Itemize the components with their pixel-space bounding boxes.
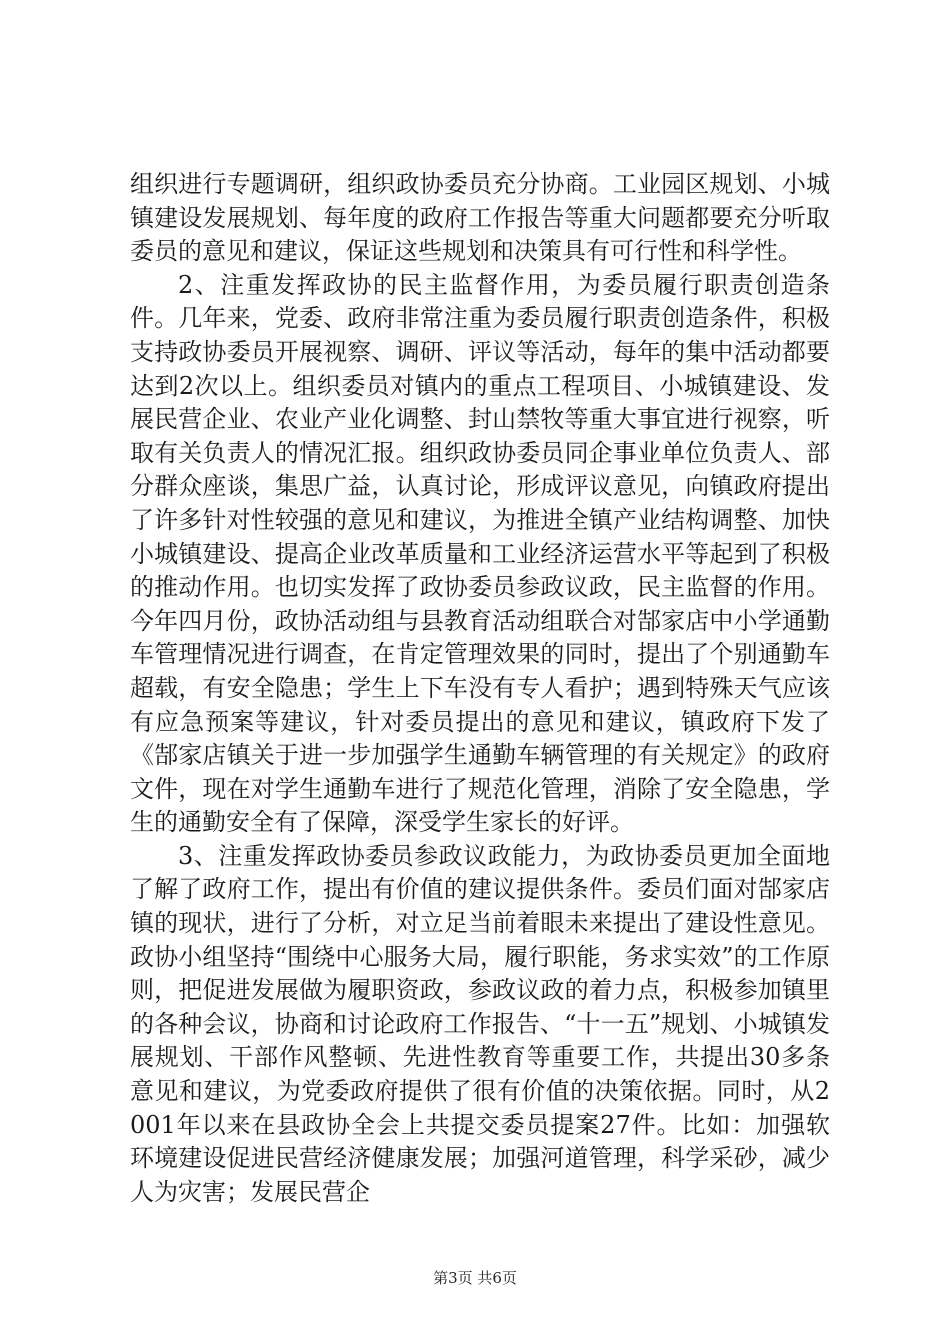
paragraph-item-3: 3、注重发挥政协委员参政议政能力，为政协委员更加全面地了解了政府工作，提出有价值的建议提供条件。委员们面对郜家店镇的现状，进行了分析，对立足当前着眼未来提出了建设性意见。政协小组坚持“围绕中心服务大局，履行职能，务求实效”的工作原则，把促进发展做为履职资政，参政议政的着力点，积极参加镇里的各种会议，协商和讨论政府工作报告、“十一五”规划、小城镇发展规划、干部作风整顿、先进性教育等重要工作，共提出30多条意见和建议，为党委政府提供了很有价值的决策依据。同时，从2001年以来在县政协全会上共提交委员提案27件。比如：加强软环境建设促进民营经济健康发展；加强河道管理，科学采砂，减少人为灾害；发展民营企: [130, 841, 830, 1206]
document-body: [130, 168, 830, 1209]
page-number-footer: 第3页 共6页: [433, 1269, 517, 1287]
paragraph-continuation: 组织进行专题调研，组织政协委员充分协商。工业园区规划、小城镇建设发展规划、每年度的政府工作报告等重大问题都要充分听取委员的意见和建议，保证这些规划和决策具有可行性和科学性。: [130, 170, 830, 266]
paragraph-item-2: 2、注重发挥政协的民主监督作用，为委员履行职责创造条件。几年来，党委、政府非常注重为委员履行职责创造条件，积极支持政协委员开展视察、调研、评议等活动，每年的集中活动都要达到2次以上。组织委员对镇内的重点工程项目、小城镇建设、发展民营企业、农业产业化调整、封山禁牧等重大事宜进行视察，听取有关负责人的情况汇报。组织政协委员同企事业单位负责人、部分群众座谈，集思广益，认真讨论，形成评议意见，向镇政府提出了许多针对性较强的意见和建议，为推进全镇产业结构调整、加快小城镇建设、提高企业改革质量和工业经济运营水平等起到了积极的推动作用。也切实发挥了政协委员参政议政，民主监督的作用。今年四月份，政协活动组与县教育活动组联合对郜家店中小学通勤车管理情况进行调查，在肯定管理效果的同时，提出了个别通勤车超载，有安全隐患；学生上下车没有专人看护；遇到特殊天气应该有应急预案等建议，针对委员提出的意见和建议，镇政府下发了《郜家店镇关于进一步加强学生通勤车辆管理的有关规定》的政府文件，现在对学生通勤车进行了规范化管理，消除了安全隐患，学生的通勤安全有了保障，深受学生家长的好评。: [130, 270, 830, 837]
